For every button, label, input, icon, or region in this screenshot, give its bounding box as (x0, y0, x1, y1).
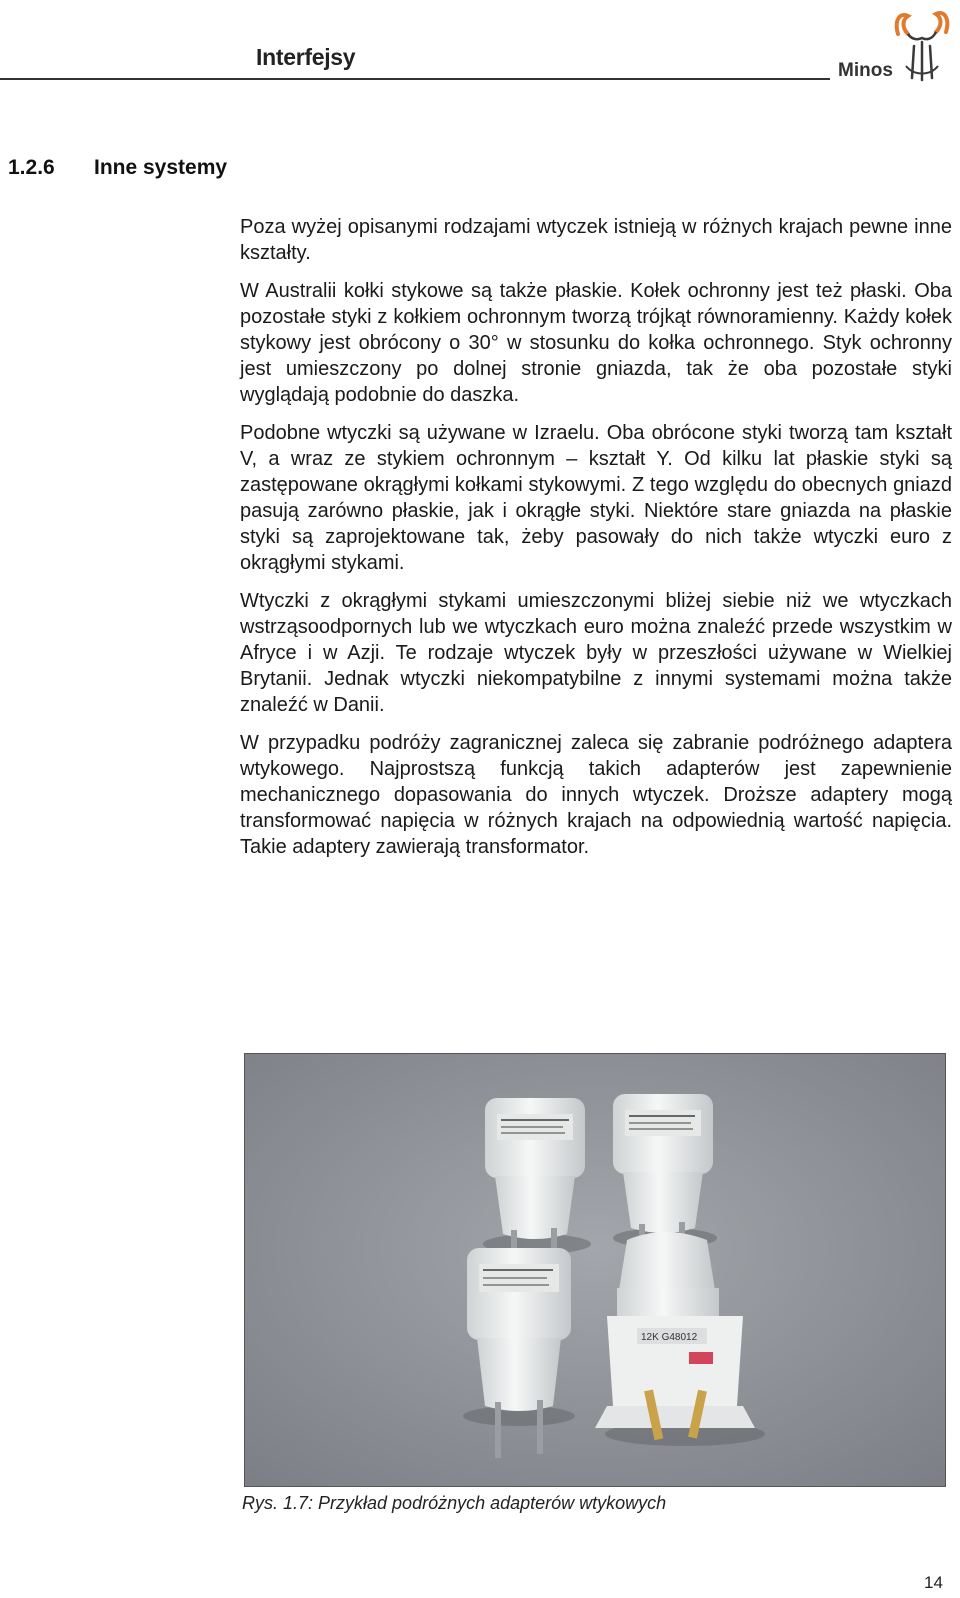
page-number: 14 (924, 1573, 943, 1592)
header-title: Interfejsy (256, 44, 356, 70)
paragraph: Wtyczki z okrągłymi stykami umieszczonymi bliżej siebie niż we wtyczkach wstrząsoodpornych lub we wtyczkach euro można znaleźć przede wszystkim w Afryce i w Azji. Te rodzaje wtyczek były w przeszłości używane w Wielkiej Brytanii. Jednak wtyczki niekompatybilne z innymi systemami można także znaleźć w Danii. (240, 590, 952, 716)
body-text (240, 214, 952, 872)
section-title: Inne systemy (94, 156, 228, 179)
paragraph: Podobne wtyczki są używane w Izraelu. Oba obrócone styki tworzą tam kształt V, a wraz ze stykiem ochronnym – kształt Y. Od kilku lat płaskie styki są zastępowane okrągłymi kołkami stykowymi. Z tego względu do obecnych gniazd pasują zarówno płaskie, jak i okrągłe styki. Niektóre stare gniazda na płaskie styki są zaprojektowane tak, żeby pasowały do nich także wtyczki euro z okrągłymi stykami. (240, 422, 952, 574)
header-rule (0, 78, 830, 80)
section-number: 1.2.6 (8, 156, 55, 179)
figure-caption: Rys. 1.7: Przykład podróżnych adapterów wtykowych (242, 1493, 667, 1513)
adapters-photo (244, 1053, 946, 1487)
adapter-label-text: 12K G48012 (641, 1332, 698, 1343)
logo-text: Minos (838, 60, 893, 81)
paragraph: Poza wyżej opisanymi rodzajami wtyczek istnieją w różnych krajach pewne inne kształty. (240, 216, 952, 264)
paragraph: W przypadku podróży zagranicznej zaleca się zabranie podróżnego adaptera wtykowego. Najprostszą funkcją takich adapterów jest zapewnienie mechanicznego dopasowania do innych wtyczek. Droższe adaptery mogą transformować napięcia w różnych krajach na odpowiednią wartość napięcia. Takie adaptery zawierają transformator. (240, 732, 952, 858)
paragraph: W Australii kołki stykowe są także płaskie. Kołek ochronny jest też płaski. Oba pozostałe styki z kołkiem ochronnym tworzą trójkąt równoramienny. Każdy kołek stykowy jest obrócony o 30° w stosunku do kołka ochronnego. Styk ochronny jest umieszczony po dolnej stronie gniazda, tak że oba pozostałe styki wyglądają podobnie do daszka. (240, 280, 952, 406)
adapters-photo-illustration (245, 1054, 945, 1486)
minos-bull-logo-icon (892, 6, 952, 84)
section-heading (8, 156, 227, 180)
